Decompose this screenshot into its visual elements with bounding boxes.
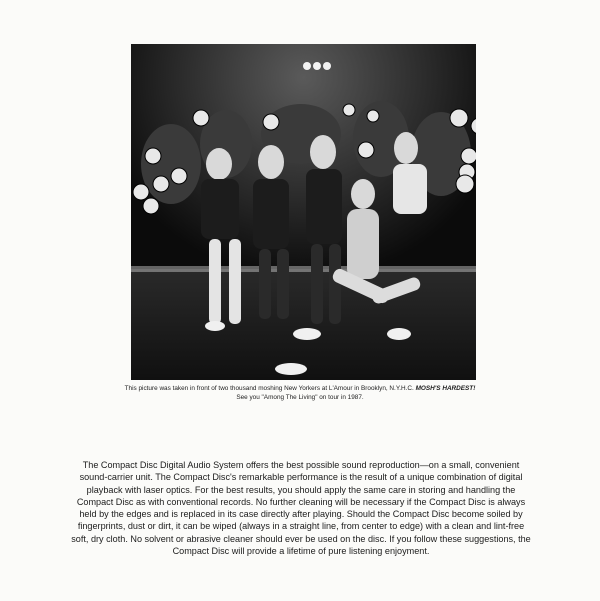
compact-disc-notice: The Compact Disc Digital Audio System offers the best possible sound reproduction—on a small, convenient sound-carrier unit. The Compact Disc's remarkable performance is the result of a unique combination of digital playback with laser optics. For the best results, you should apply the same care in storing and handling the Compact Disc as with conventional records. No further cleaning will be necessary if the Compact Disc is always held by the edges and is replaced in its case directly after playing. Should the Compact Disc become soiled by fingerprints, dust or dirt, it can be wiped (always in a straight line, from center to edge) with a clean and lint-free soft, dry cloth. No solvent or abrasive cleaner should ever be used on the disc. If you follow these suggestions, the Compact Disc will provide a lifetime of pure listening enjoyment. [71, 460, 531, 557]
caption-line-1 [100, 384, 500, 393]
band-photo [131, 44, 476, 380]
caption-highlight: MOSH'S HARDEST! [415, 385, 476, 392]
caption-line-2: See you "Among The Living" on tour in 1987. [236, 394, 364, 401]
photo-caption [100, 384, 500, 402]
band-photo-graphic [131, 44, 476, 380]
stage-lights [303, 62, 331, 70]
caption-text: This picture was taken in front of two thousand moshing New Yorkers at L'Amour in Brooklyn, N.Y.H.C. [124, 385, 414, 392]
